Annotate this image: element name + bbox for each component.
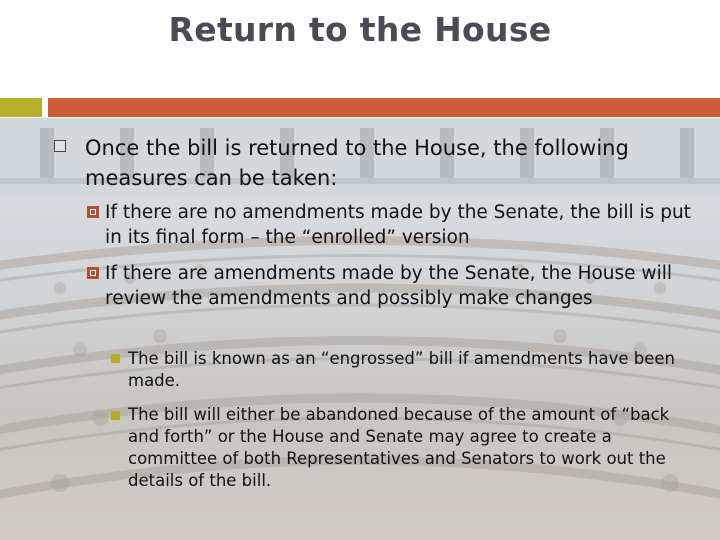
- bullet-level-1: Once the bill is returned to the House, the following measures can be taken:: [85, 136, 629, 190]
- accent-bar-left: [0, 98, 42, 117]
- sub-sub-bullet-1: The bill is known as an “engrossed” bill if amendments have been made.: [128, 349, 675, 390]
- filled-square-icon: [111, 354, 120, 363]
- boxed-square-icon: [87, 206, 99, 218]
- filled-square-icon: [111, 411, 120, 420]
- hollow-square-icon: [54, 140, 66, 152]
- sub-bullet-1: If there are no amendments made by the Senate, the bill is put in its final form – the “enrolled” version: [105, 202, 691, 248]
- sub-sub-bullet-2: The bill will either be abandoned because of the amount of “back and forth” or the House and Senate may agree to create a committee of both Representatives and Senators to work out the details of the bill.: [128, 405, 670, 490]
- slide-title: Return to the House: [168, 10, 552, 49]
- accent-bar-right: [48, 98, 720, 117]
- boxed-square-icon: [87, 267, 99, 279]
- sub-bullet-2: If there are amendments made by the Senate, the House will review the amendments and possibly make changes: [105, 263, 672, 309]
